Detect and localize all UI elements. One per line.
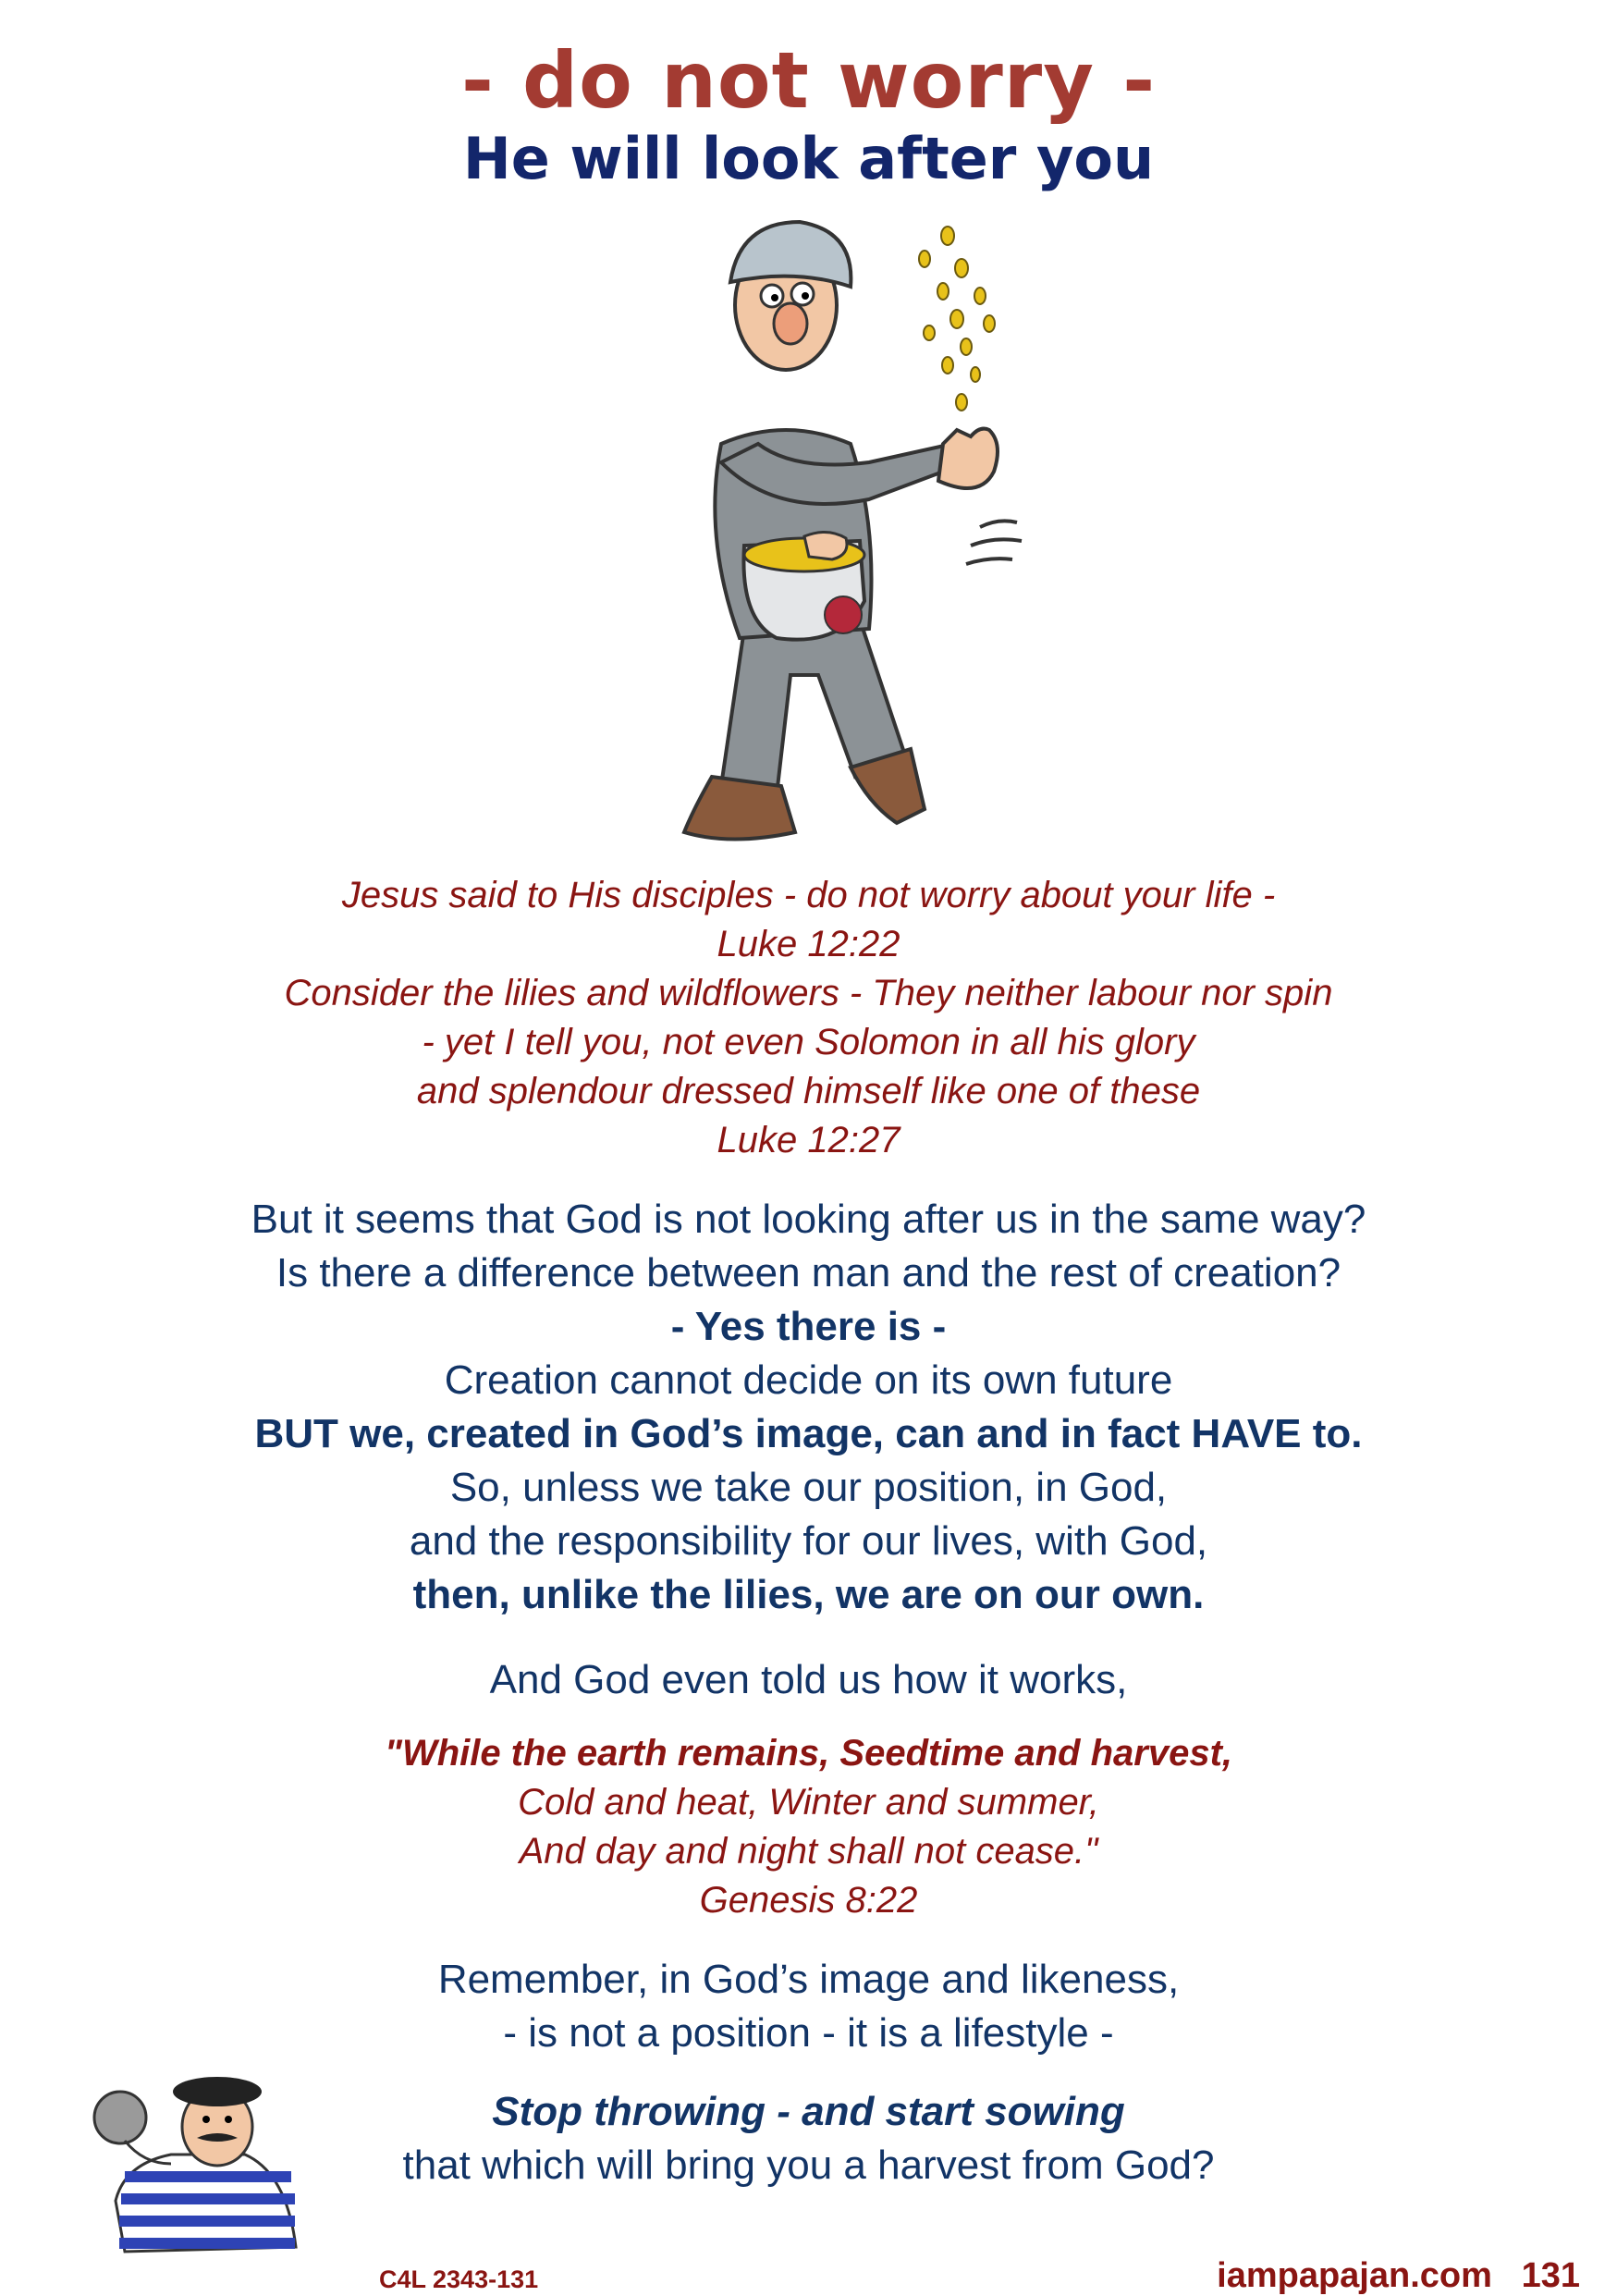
closing-line: Remember, in God’s image and likeness,: [437, 1957, 1180, 2002]
scripture-line: and splendour dressed himself like one of these: [416, 1071, 1201, 1111]
scripture-reference: Luke 12:22: [717, 924, 900, 964]
body-line-emphasis: - Yes there is -: [670, 1304, 947, 1349]
body-line: Is there a difference between man and the rest of creation?: [276, 1250, 1341, 1295]
sailor-pointing-icon: [88, 2062, 347, 2256]
scripture-line: - yet I tell you, not even Solomon in all his glory: [422, 1022, 1195, 1062]
scripture-line: "While the earth remains, Seedtime and harvest,: [384, 1733, 1233, 1774]
scripture-luke: [0, 871, 1617, 1165]
page-title: - do not worry -: [460, 35, 1157, 126]
call-line: Stop throwing - and start sowing: [492, 2089, 1125, 2134]
footer-site-page: [1217, 2256, 1580, 2296]
footer-site: iampapajan.com: [1217, 2256, 1492, 2295]
body-line: Creation cannot decide on its own future: [444, 1357, 1173, 1403]
scripture-line: Cold and heat, Winter and summer,: [518, 1782, 1099, 1823]
body-intro: And God even told us how it works,: [489, 1657, 1128, 1702]
scripture-line: And day and night shall not cease.": [519, 1831, 1098, 1872]
body-line: and the responsibility for our lives, with God,: [409, 1518, 1208, 1564]
body-line-emphasis: BUT we, created in God’s image, can and in fact HAVE to.: [254, 1411, 1363, 1456]
scripture-genesis: [0, 1729, 1617, 1925]
closing-line: - is not a position - it is a lifestyle -: [503, 2010, 1114, 2056]
body-text: [0, 1193, 1617, 1622]
scripture-line: Jesus said to His disciples - do not worry about your life -: [341, 875, 1276, 915]
footer-code: C4L 2343-131: [379, 2265, 539, 2293]
body-line: So, unless we take our position, in God,: [449, 1465, 1168, 1510]
scripture-line: Consider the lilies and wildflowers - They neither labour nor spin: [284, 973, 1333, 1013]
page-subtitle: He will look after you: [462, 125, 1155, 192]
call-subline: that which will bring you a harvest from God?: [402, 2143, 1215, 2188]
closing-text: [0, 1953, 1617, 2060]
body-line: But it seems that God is not looking after us in the same way?: [251, 1197, 1366, 1242]
body-line-emphasis: then, unlike the lilies, we are on our own.: [412, 1572, 1205, 1617]
farmer-throwing-seeds-icon: [592, 194, 1054, 878]
page-number: 131: [1521, 2256, 1580, 2295]
scripture-reference: Luke 12:27: [717, 1120, 900, 1160]
scripture-reference: Genesis 8:22: [699, 1880, 918, 1921]
